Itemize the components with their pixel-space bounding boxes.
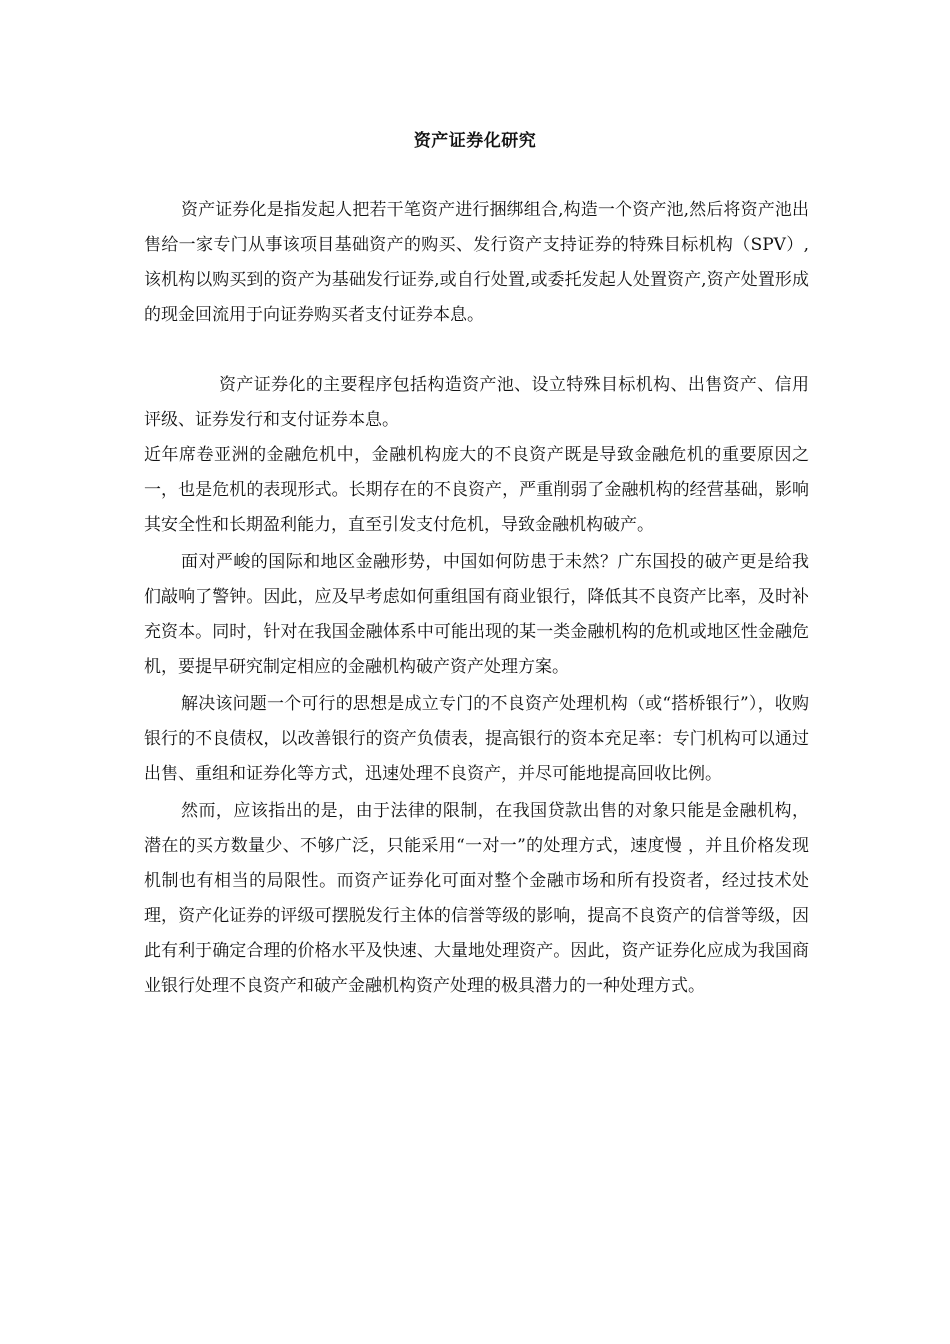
paragraph-procedure: 资产证券化的主要程序包括构造资产池、设立特殊目标机构、出售资产、信用评级、证券发行和支付证券本息。 bbox=[144, 375, 809, 430]
page-title: 资产证券化研究 bbox=[413, 131, 537, 151]
document-body bbox=[144, 193, 809, 1004]
paragraph-prevention: 面对严峻的国际和地区金融形势，中国如何防患于未然？广东国投的破产更是给我们敲响了警钟。因此，应及早考虑如何重组国有商业银行，降低其不良资产比率，及时补充资本。同时，针对在我国金融体系中可能出现的某一类金融机构的危机或地区性金融危机，要提早研究制定相应的金融机构破产资产处理方案。 bbox=[144, 552, 809, 677]
paragraph-crisis: 近年席卷亚洲的金融危机中，金融机构庞大的不良资产既是导致金融危机的重要原因之一，也是危机的表现形式。长期存在的不良资产，严重削弱了金融机构的经营基础，影响其安全性和长期盈利能力，直至引发支付危机，导致金融机构破产。 bbox=[144, 445, 809, 535]
paragraph-solution: 解决该问题一个可行的思想是成立专门的不良资产处理机构（或“搭桥银行”），收购银行的不良债权，以改善银行的资产负债表，提高银行的资本充足率：专门机构可以通过出售、重组和证券化等方式，迅速处理不良资产，并尽可能地提高回收比例。 bbox=[144, 694, 809, 784]
paragraph-definition: 资产证券化是指发起人把若干笔资产进行捆绑组合,构造一个资产池,然后将资产池出售给一家专门从事该项目基础资产的购买、发行资产支持证券的特殊目标机构（SPV）,该机构以购买到的资产为基础发行证券,或自行处置,或委托发起人处置资产,资产处置形成的现金回流用于向证券购买者支付证券本息。 bbox=[144, 200, 809, 325]
paragraph-conclusion: 然而，应该指出的是，由于法律的限制，在我国贷款出售的对象只能是金融机构，潜在的买方数量少、不够广泛，只能采用“一对一”的处理方式，速度慢 ，并且价格发现机制也有相当的局限性。而资产证券化可面对整个金融市场和所有投资者，经过技术处理，资产化证券的评级可摆脱发行主体的信誉等级的影响，提高不良资产的信誉等级，因此有利于确定合理的价格水平及快速、大量地处理资产。因此，资产证券化应成为我国商业银行处理不良资产和破产金融机构资产处理的极具潜力的一种处理方式。 bbox=[144, 801, 809, 996]
